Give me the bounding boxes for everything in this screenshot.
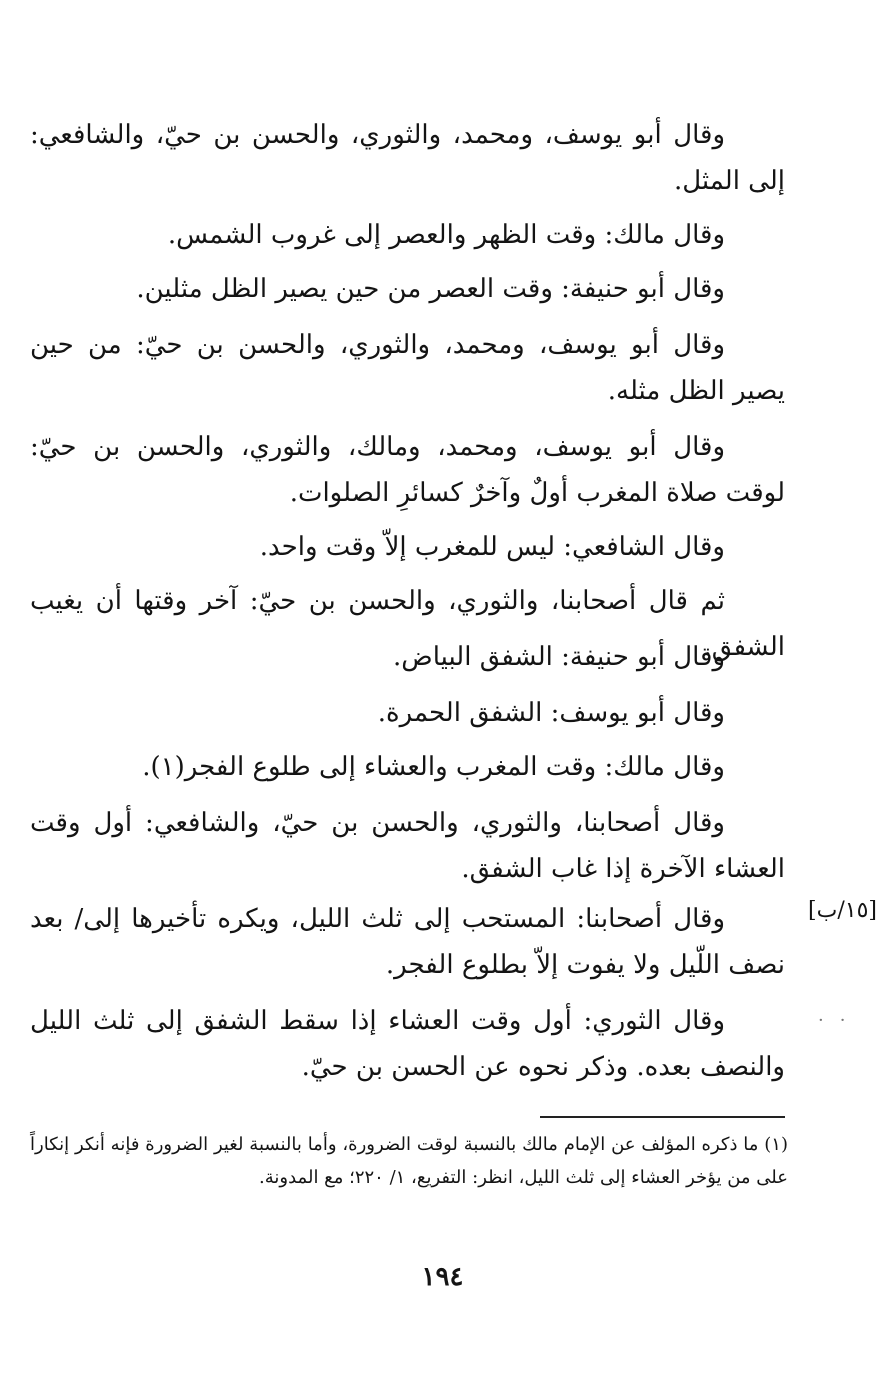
paragraph-5: وقال أبو يوسف، ومحمد، ومالك، والثوري، والحسن بن حيّ: لوقت صلاة المغرب أولٌ وآخرٌ كسائرِ الصلوات. bbox=[30, 432, 785, 508]
page-number: ١٩٤ bbox=[421, 1262, 464, 1292]
footnote-separator bbox=[540, 1116, 785, 1118]
paragraph-4: وقال أبو يوسف، ومحمد، والثوري، والحسن بن حيّ: من حين يصير الظل مثله. bbox=[30, 330, 785, 406]
paragraph-9: وقال أبو يوسف: الشفق الحمرة. bbox=[377, 698, 725, 728]
margin-dots: ·· bbox=[818, 1010, 862, 1031]
paragraph-12: وقال أصحابنا: المستحب إلى ثلث الليل، ويكره تأخيرها إلى/ بعد نصف اللّيل ولا يفوت إلاّ بطلوع الفجر. bbox=[30, 904, 785, 980]
paragraph-1: وقال أبو يوسف، ومحمد، والثوري، والحسن بن حيّ، والشافعي: إلى المثل. bbox=[30, 120, 785, 196]
paragraph-6: وقال الشافعي: ليس للمغرب إلاّ وقت واحد. bbox=[259, 532, 725, 562]
paragraph-3: وقال أبو حنيفة: وقت العصر من حين يصير الظل مثلين. bbox=[136, 274, 725, 304]
paragraph-10: وقال مالك: وقت المغرب والعشاء إلى طلوع الفجر(١). bbox=[142, 752, 725, 782]
footnote: (١) ما ذكره المؤلف عن الإمام مالك بالنسبة لوقت الضرورة، وأما بالنسبة لغير الضرورة فإنه أنكر إنكاراً على من يؤخر العشاء إلى ثلث الليل، انظر: التفريع، ١/ ٢٢٠؛ مع المدونة. bbox=[30, 1134, 788, 1188]
paragraph-13: وقال الثوري: أول وقت العشاء إذا سقط الشفق إلى ثلث الليل والنصف بعده. وذكر نحوه عن الحسن بن حيّ. bbox=[30, 1006, 785, 1082]
paragraph-8: وقال أبو حنيفة: الشفق البياض. bbox=[393, 642, 725, 672]
paragraph-2: وقال مالك: وقت الظهر والعصر إلى غروب الشمس. bbox=[167, 220, 725, 250]
paragraph-11: وقال أصحابنا، والثوري، والحسن بن حيّ، والشافعي: أول وقت العشاء الآخرة إذا غاب الشفق. bbox=[30, 808, 785, 884]
manuscript-folio-marker: [١٥/ب] bbox=[808, 898, 877, 923]
paragraph-7: ثم قال أصحابنا، والثوري، والحسن بن حيّ: آخر وقتها أن يغيب الشفق. bbox=[30, 586, 785, 662]
